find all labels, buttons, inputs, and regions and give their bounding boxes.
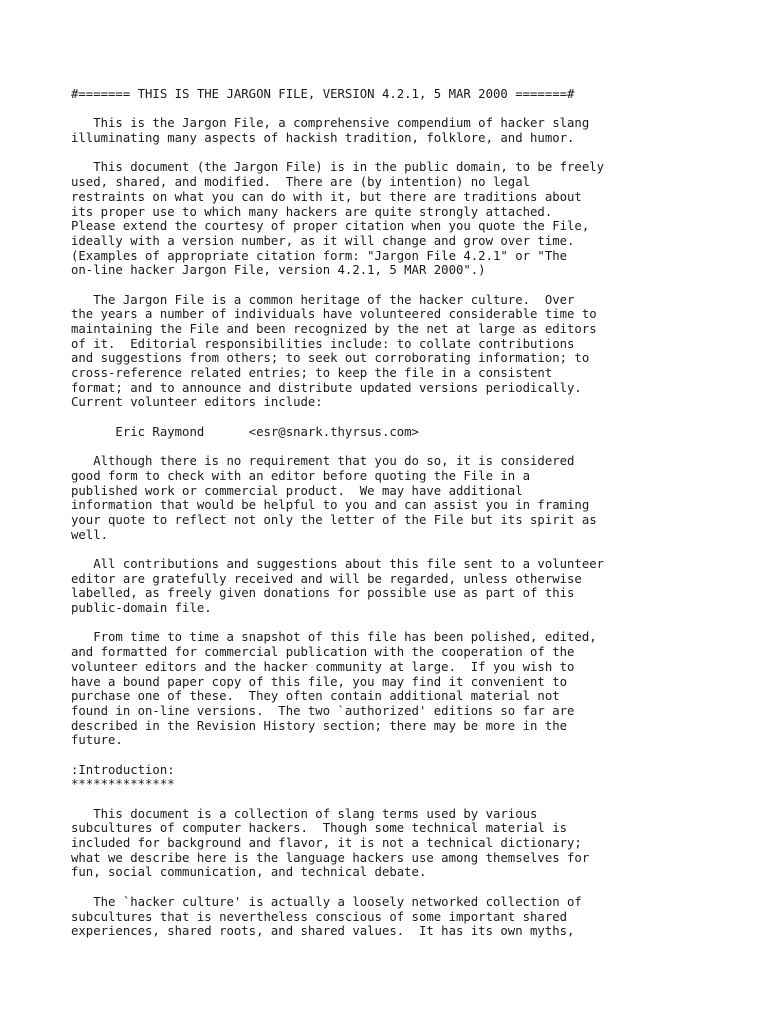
document-line: fun, social communication, and technical debate.	[71, 865, 427, 880]
document-line	[71, 278, 731, 293]
document-line: All contributions and suggestions about this file sent to a volunteer	[71, 557, 605, 571]
document-line: ideally with a version number, as it will change and grow over time.	[71, 233, 575, 248]
document-line	[71, 748, 731, 763]
document-line	[71, 616, 731, 631]
document-line	[71, 440, 731, 455]
document-line: described in the Revision History section; there may be more in the	[71, 718, 568, 733]
document-line: The Jargon File is a common heritage of the hacker culture. Over	[71, 292, 575, 307]
document-line: This document (the Jargon File) is in the public domain, to be freely	[71, 160, 605, 175]
document-body	[71, 87, 731, 939]
document-line: Current volunteer editors include:	[71, 395, 323, 410]
document-line: The `hacker culture' is actually a loosely networked collection of	[71, 894, 582, 909]
document-line: volunteer editors and the hacker community at large. If you wish to	[71, 659, 575, 674]
document-line: editor are gratefully received and will be regarded, unless otherwise	[71, 571, 582, 586]
document-line: included for background and flavor, it is not a technical dictionary;	[71, 836, 582, 851]
document-line: good form to check with an editor before quoting the File in a	[71, 468, 531, 483]
document-line: format; and to announce and distribute updated versions periodically.	[71, 380, 582, 395]
document-line	[71, 542, 731, 557]
document-line: :Introduction:	[71, 762, 175, 777]
document-line: future.	[71, 733, 123, 748]
document-line: purchase one of these. They often contain additional material not	[71, 689, 560, 704]
document-line: of it. Editorial responsibilities include: to collate contributions	[71, 336, 575, 351]
document-line: the years a number of individuals have volunteered considerable time to	[71, 307, 597, 322]
document-line: labelled, as freely given donations for possible use as part of this	[71, 586, 575, 601]
document-line: its proper use to which many hackers are quite strongly attached.	[71, 204, 553, 219]
document-line: information that would be helpful to you and can assist you in framing	[71, 498, 590, 513]
document-line: on-line hacker Jargon File, version 4.2.1, 5 MAR 2000".)	[71, 263, 486, 278]
document-line: illuminating many aspects of hackish tradition, folklore, and humor.	[71, 131, 575, 146]
document-line: Eric Raymond <esr@snark.thyrsus.com>	[71, 424, 419, 439]
document-line: what we describe here is the language hackers use among themselves for	[71, 850, 590, 865]
document-line: (Examples of appropriate citation form: "Jargon File 4.2.1" or "The	[71, 248, 568, 263]
document-line: your quote to reflect not only the letter of the File but its spirit as	[71, 512, 597, 527]
document-line: used, shared, and modified. There are (by intention) no legal	[71, 175, 531, 190]
document-line	[71, 146, 731, 161]
document-line: **************	[71, 777, 175, 792]
document-line: and suggestions from others; to seek out corroborating information; to	[71, 351, 590, 366]
document-line: found in on-line versions. The two `authorized' editions so far are	[71, 703, 575, 718]
document-line: cross-reference related entries; to keep the file in a consistent	[71, 366, 553, 381]
document-line: This document is a collection of slang terms used by various	[71, 806, 538, 821]
document-line: Although there is no requirement that you do so, it is considered	[71, 454, 575, 469]
document-line	[71, 102, 731, 117]
document-line: well.	[71, 527, 109, 542]
document-line	[71, 792, 731, 807]
document-line: public-domain file.	[71, 601, 212, 616]
document-line: Please extend the courtesy of proper citation when you quote the File,	[71, 219, 590, 234]
document-line: restraints on what you can do with it, but there are traditions about	[71, 189, 582, 204]
document-line: maintaining the File and been recognized by the net at large as editors	[71, 322, 597, 336]
document-line: subcultures that is nevertheless conscious of some important shared	[71, 909, 568, 924]
document-line: This is the Jargon File, a comprehensive compendium of hacker slang	[71, 116, 590, 131]
document-line: have a bound paper copy of this file, you may find it convenient to	[71, 674, 568, 689]
document-line: subcultures of computer hackers. Though some technical material is	[71, 821, 568, 836]
document-line: From time to time a snapshot of this file has been polished, edited,	[71, 630, 597, 645]
document-line	[71, 410, 731, 425]
document-line: published work or commercial product. We may have additional	[71, 483, 523, 498]
document-line	[71, 880, 731, 895]
document-line: experiences, shared roots, and shared values. It has its own myths,	[71, 924, 575, 939]
document-line: and formatted for commercial publication with the cooperation of the	[71, 645, 575, 660]
document-line: #======= THIS IS THE JARGON FILE, VERSION 4.2.1, 5 MAR 2000 =======#	[71, 87, 575, 101]
